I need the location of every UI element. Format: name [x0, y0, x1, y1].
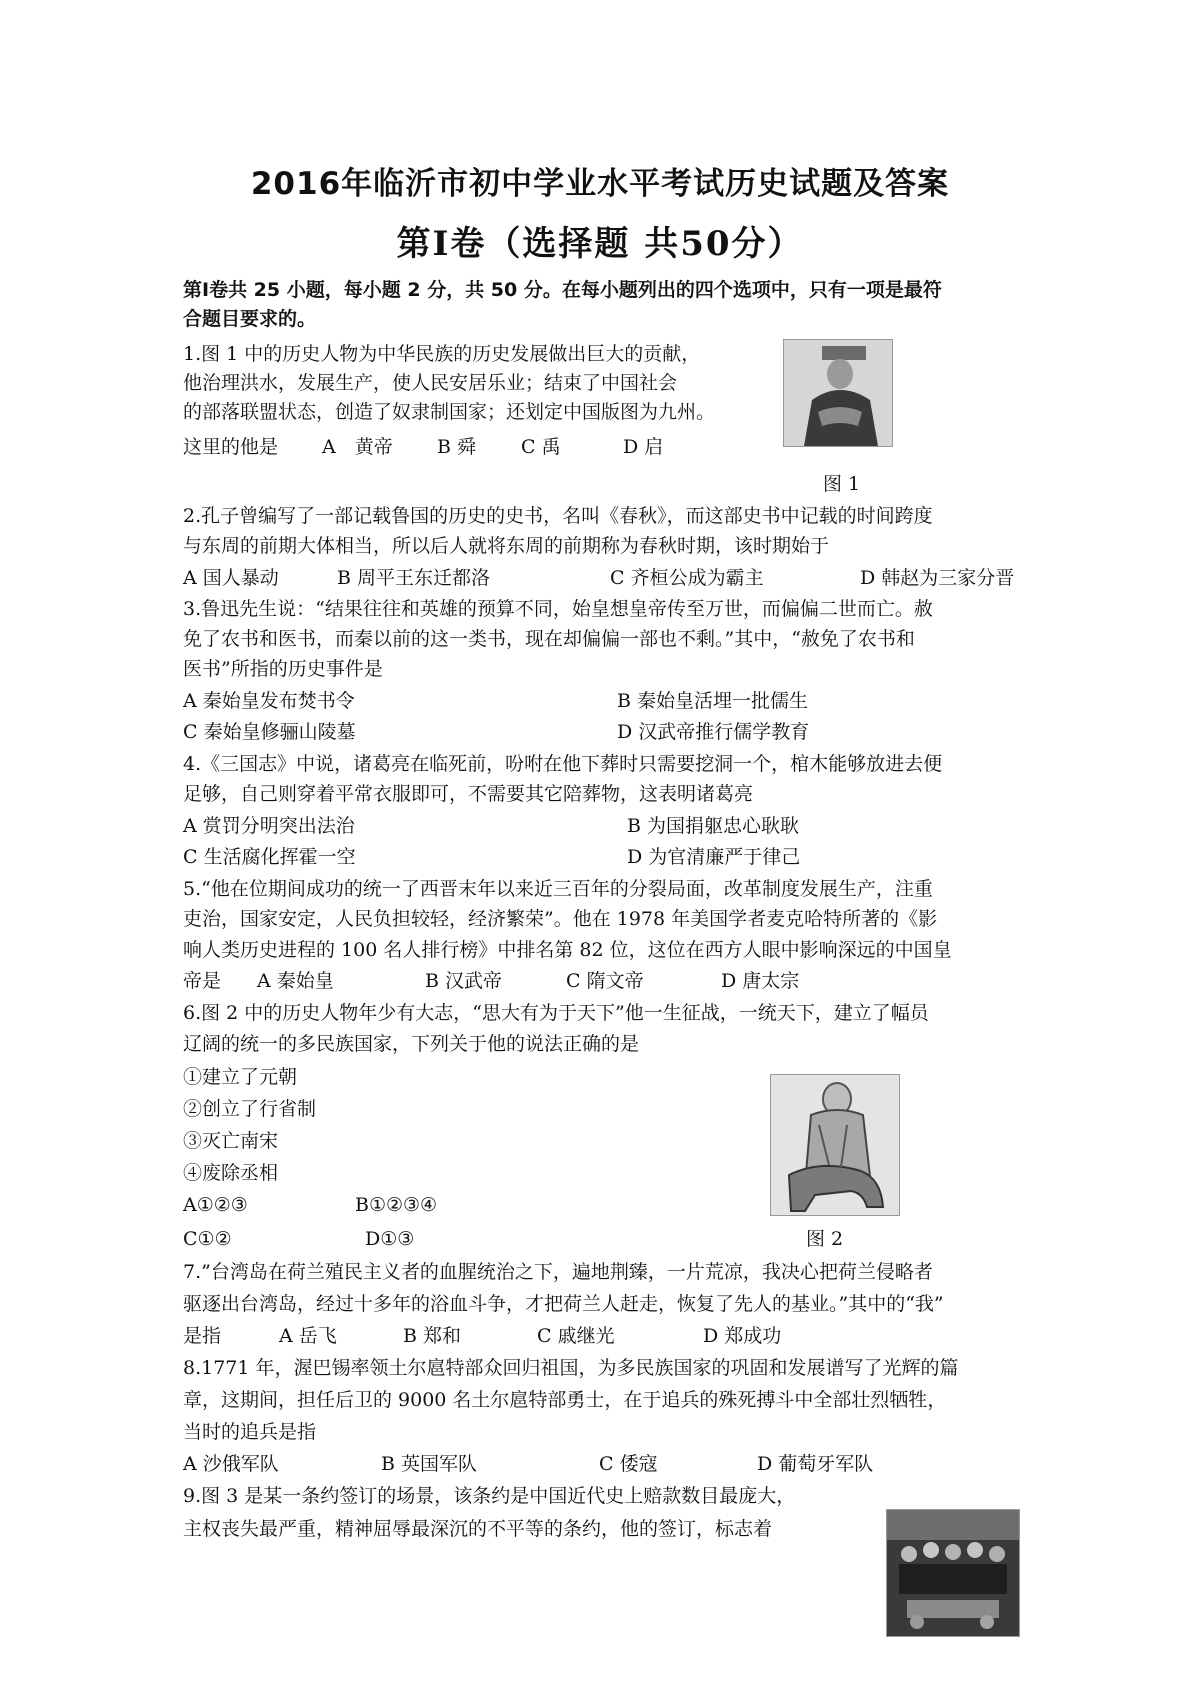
q4-option-d: D 为官清廉严于律己 [627, 846, 801, 868]
q4-option-b: B 为国捐躯忠心耿耿 [627, 815, 800, 837]
section-title: 第Ⅰ卷（选择题 共50分） [396, 224, 804, 264]
q3-option-b: B 秦始皇活埋一批儒生 [617, 690, 809, 712]
q5-line-4: 帝是 [183, 970, 222, 992]
q6-item-1: ①建立了元朝 [183, 1066, 298, 1088]
q1-option-c: C 禹 [521, 436, 561, 458]
document-title: 2016年临沂市初中学业水平考试历史试题及答案 [250, 166, 950, 202]
q4-line-2: 足够，自己则穿着平常衣服即可，不需要其它陪葬物，这表明诸葛亮 [183, 783, 754, 805]
q6-item-3: ③灭亡南宋 [183, 1130, 279, 1152]
q1-option-b: B 舜 [437, 436, 477, 458]
q2-line-2: 与东周的前期大体相当，所以后人就将东周的前期称为春秋时期，该时期始于 [183, 535, 830, 557]
q7-line-1: 7.”台湾岛在荷兰殖民主义者的血腥统治之下，遍地荆臻，一片荒凉，我决心把荷兰侵略者 [183, 1261, 933, 1283]
q2-line-1: 2.孔子曾编写了一部记载鲁国的历史的史书，名叫《春秋》，而这部史书中记载的时间跨度 [183, 505, 933, 527]
q1-line-1: 1.图 1 中的历史人物为中华民族的历史发展做出巨大的贡献， [183, 343, 701, 365]
q6-option-a: A①②③ [183, 1194, 248, 1216]
q2-option-a: A 国人暴动 [183, 567, 279, 589]
q7-option-c: C 戚继光 [537, 1325, 615, 1347]
q6-item-2: ②创立了行省制 [183, 1098, 317, 1120]
q7-option-d: D 郑成功 [703, 1325, 782, 1347]
q3-line-1: 3.鲁迅先生说：“结果往往和英雄的预算不同，始皇想皇帝传至万世，而偏偏二世而亡。赦 [183, 598, 933, 620]
q8-line-3: 当时的追兵是指 [183, 1421, 317, 1443]
q3-line-3: 医书”所指的历史事件是 [183, 658, 383, 680]
q2-option-c: C 齐桓公成为霸主 [610, 567, 764, 589]
q9-line-1: 9.图 3 是某一条约签订的场景，该条约是中国近代史上赔款数目最庞大， [183, 1485, 796, 1507]
q6-option-d: D①③ [365, 1228, 415, 1250]
q5-line-1: 5.“他在位期间成功的统一了西晋末年以来近三百年的分裂局面，改革制度发展生产，注重 [183, 878, 933, 900]
q6-line-2: 辽阔的统一的多民族国家，下列关于他的说法正确的是 [183, 1033, 640, 1055]
q7-line-2: 驱逐出台湾岛，经过十多年的浴血斗争，才把荷兰人赶走，恢复了先人的基业。”其中的“我” [183, 1293, 944, 1315]
q2-option-b: B 周平王东迁都洛 [337, 567, 491, 589]
q3-option-d: D 汉武帝推行儒学教育 [617, 721, 810, 743]
q5-option-b: B 汉武帝 [425, 970, 503, 992]
q5-option-a: A 秦始皇 [257, 970, 334, 992]
q5-option-c: C 隋文帝 [566, 970, 644, 992]
figure-3-drawing [887, 1510, 1019, 1636]
q1-option-d: D 启 [623, 436, 664, 458]
q6-line-1: 6.图 2 中的历史人物年少有大志，“思大有为于天下”他一生征战，一统天下，建立了幅员 [183, 1002, 929, 1024]
q3-line-2: 免了农书和医书，而秦以前的这一类书，现在却偏偏一部也不剩。”其中，“赦免了农书和 [183, 628, 915, 650]
instructions-line-1: 第Ⅰ卷共 25 小题，每小题 2 分，共 50 分。在每小题列出的四个选项中，只有一项是最符 [183, 279, 942, 301]
q6-option-b: B①②③④ [355, 1194, 438, 1216]
q5-line-3: 响人类历史进程的 100 名人排行榜》中排名第 82 位，这位在西方人眼中影响深远的中国皇 [183, 939, 952, 961]
instructions-line-2: 合题目要求的。 [183, 308, 317, 330]
figure-2-caption: 图 2 [806, 1228, 844, 1250]
q4-option-c: C 生活腐化挥霍一空 [183, 846, 356, 868]
q8-option-c: C 倭寇 [599, 1453, 658, 1475]
q8-line-2: 章，这期间，担任后卫的 9000 名土尔扈特部勇士，在于追兵的殊死搏斗中全部壮烈牺牲， [183, 1389, 947, 1411]
q7-option-b: B 郑和 [403, 1325, 462, 1347]
q1-option-a: A 黄帝 [322, 436, 393, 458]
q8-option-b: B 英国军队 [381, 1453, 478, 1475]
q5-line-2: 吏治，国家安定，人民负担较轻，经济繁荣”。他在 1978 年美国学者麦克哈特所著的《影 [183, 908, 938, 930]
q6-option-c: C①② [183, 1228, 232, 1250]
q1-line-4: 这里的他是 [183, 436, 279, 458]
q5-option-d: D 唐太宗 [721, 970, 800, 992]
q8-option-d: D 葡萄牙军队 [757, 1453, 874, 1475]
figure-1-portrait [783, 339, 893, 447]
figure-1-caption: 图 1 [823, 473, 861, 495]
figure-3-photo [886, 1509, 1020, 1637]
q7-line-3: 是指 [183, 1325, 222, 1347]
q4-line-1: 4.《三国志》中说，诸葛亮在临死前，吩咐在他下葬时只需要挖洞一个，棺木能够放进去便 [183, 753, 943, 775]
q4-option-a: A 赏罚分明突出法治 [183, 815, 355, 837]
q3-option-a: A 秦始皇发布焚书令 [183, 690, 355, 712]
q1-line-3: 的部落联盟状态，创造了奴隶制国家；还划定中国版图为九州。 [183, 401, 716, 423]
q2-option-d: D 韩赵为三家分晋 [860, 567, 1015, 589]
figure-2-drawing [771, 1075, 899, 1215]
q8-line-1: 8.1771 年，渥巴锡率领土尔扈特部众回归祖国，为多民族国家的巩固和发展谱写了光辉的篇 [183, 1357, 959, 1379]
figure-1-drawing [784, 340, 892, 446]
q1-line-2: 他治理洪水，发展生产，使人民安居乐业；结束了中国社会 [183, 372, 678, 394]
q3-option-c: C 秦始皇修骊山陵墓 [183, 721, 356, 743]
q8-option-a: A 沙俄军队 [183, 1453, 279, 1475]
q9-line-2: 主权丧失最严重，精神屈辱最深沉的不平等的条约，他的签订，标志着 [183, 1518, 773, 1540]
q7-option-a: A 岳飞 [279, 1325, 337, 1347]
q6-item-4: ④废除丞相 [183, 1162, 279, 1184]
figure-2-portrait [770, 1074, 900, 1216]
